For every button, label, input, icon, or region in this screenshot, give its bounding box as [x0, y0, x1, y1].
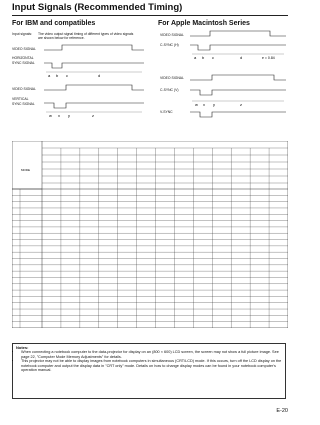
mac-v-sync-label-2: V-SYNC: [160, 110, 173, 114]
mac-horizontal-timing-diagram: [190, 30, 286, 66]
timing-table-mode-header: MODE: [21, 168, 30, 172]
mac-v-letter-x: x: [203, 102, 205, 107]
timing-table-grid: [12, 141, 288, 328]
mac-v-sync-label-1: C-SYNC (V): [160, 88, 179, 92]
notes-box: [12, 343, 286, 399]
mac-h-letter-b: b: [202, 55, 205, 60]
note-item: • When connecting a notebook computer to the data-projector for display on an (800 × 600) LCD screen, the screen may not show a full picture image. See page 22, "Computer Mode Memory Adjustments" for details.: [21, 350, 282, 359]
mac-v-letter-y: y: [213, 102, 215, 107]
ibm-h-sync-label-2: SYNC SIGNAL: [12, 61, 35, 65]
ibm-h-letter-a: a: [48, 73, 51, 78]
ibm-heading: For IBM and compatibles: [12, 20, 96, 27]
notes-heading: Notes:: [16, 345, 29, 350]
ibm-v-sync-label-1: VERTICAL: [12, 97, 29, 101]
ibm-intro-label: Input signals:: [12, 32, 32, 36]
mac-h-video-label: VIDEO SIGNAL: [160, 33, 184, 37]
note-item: • This projector may not be able to display images from notebook computers in simultaneous (CRT/LCD) mode. If this occurs, turn off the LCD display on the notebook computer and output the display data in "CRT only" mode. Details on how to change display modes can be found in your notebook computer's operation manual.: [21, 359, 282, 372]
mac-h-note: e = 0.84: [262, 56, 275, 60]
ibm-intro-text: The video output signal timing of different types of video signals are shown below for reference.: [38, 32, 134, 40]
ibm-v-letter-x: x: [58, 113, 60, 118]
ibm-v-letter-w: w: [49, 113, 52, 118]
page-number: E-20: [276, 408, 288, 414]
ibm-v-letter-z: z: [92, 113, 94, 118]
mac-h-letter-d: d: [240, 55, 243, 60]
mac-h-letter-a: a: [194, 55, 197, 60]
mac-v-video-label: VIDEO SIGNAL: [160, 76, 184, 80]
ibm-h-letter-d: d: [98, 73, 101, 78]
mac-h-letter-c: c: [212, 55, 214, 60]
ibm-horizontal-timing-diagram: [44, 44, 144, 80]
mac-vertical-timing-diagram: [190, 74, 286, 124]
ibm-h-video-label: VIDEO SIGNAL: [12, 47, 36, 51]
page-title: Input Signals (Recommended Timing): [12, 2, 183, 13]
ibm-h-letter-b: b: [56, 73, 59, 78]
ibm-h-letter-c: c: [66, 73, 68, 78]
mac-h-sync-label: C-SYNC (H): [160, 43, 179, 47]
ibm-h-sync-label-1: HORIZONTAL: [12, 56, 34, 60]
mac-v-letter-w: w: [195, 102, 198, 107]
ibm-v-video-label: VIDEO SIGNAL: [12, 87, 36, 91]
title-rule: [12, 15, 288, 16]
timing-table: [12, 141, 288, 328]
mac-heading: For Apple Macintosh Series: [158, 20, 250, 27]
mac-v-letter-z: z: [240, 102, 242, 107]
ibm-v-sync-label-2: SYNC SIGNAL: [12, 102, 35, 106]
ibm-v-letter-y: y: [68, 113, 70, 118]
ibm-vertical-timing-diagram: [44, 84, 144, 120]
